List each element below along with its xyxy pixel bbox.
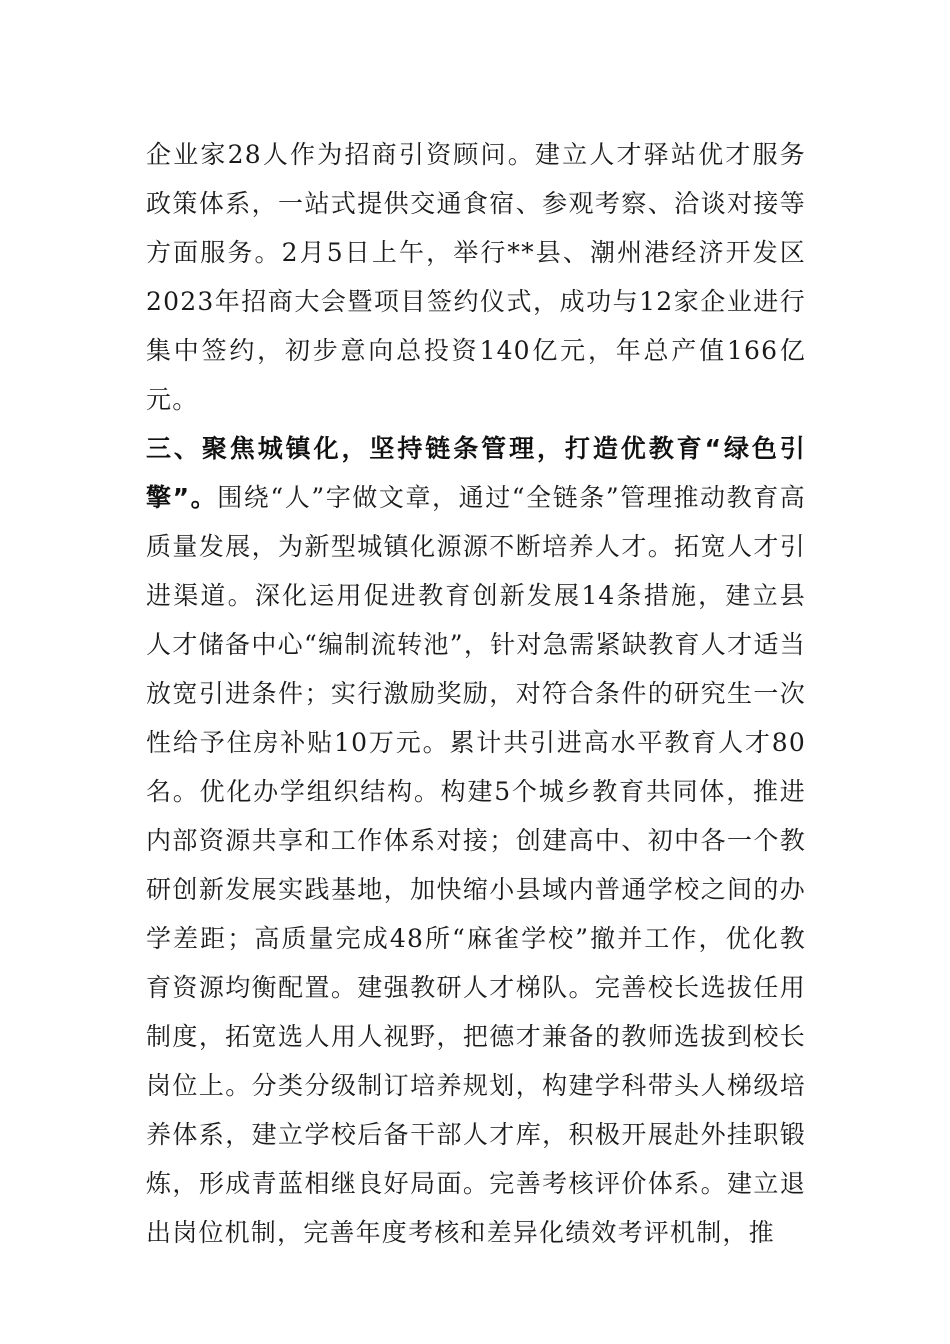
document-body	[146, 130, 806, 1257]
section-3-heading: 三、聚焦城镇化，坚持链条管理，打造优教育“绿色引擎”。	[146, 434, 806, 512]
paragraph-investment-advisors: 企业家28人作为招商引资顾问。建立人才驿站优才服务政策体系，一站式提供交通食宿、参观考察、洽谈对接等方面服务。2月5日上午，举行**县、潮州港经济开发区2023年招商大会暨项目签约仪式，成功与12家企业进行集中签约，初步意向总投资140亿元，年总产值166亿元。	[146, 140, 806, 414]
section-3-body: 围绕“人”字做文章，通过“全链条”管理推动教育高质量发展，为新型城镇化源源不断培养人才。拓宽人才引进渠道。深化运用促进教育创新发展14条措施，建立县人才储备中心“编制流转池”，针对急需紧缺教育人才适当放宽引进条件；实行激励奖励，对符合条件的研究生一次性给予住房补贴10万元。累计共引进高水平教育人才80名。优化办学组织结构。构建5个城乡教育共同体，推进内部资源共享和工作体系对接；创建高中、初中各一个教研创新发展实践基地，加快缩小县域内普通学校之间的办学差距；高质量完成48所“麻雀学校”撤并工作，优化教育资源均衡配置。建强教研人才梯队。完善校长选拔任用制度，拓宽选人用人视野，把德才兼备的教师选拔到校长岗位上。分类分级制订培养规划，构建学科带头人梯级培养体系，建立学校后备干部人才库，积极开展赴外挂职锻炼，形成青蓝相继良好局面。完善考核评价体系。建立退出岗位机制，完善年度考核和差异化绩效考评机制，推	[146, 483, 807, 1247]
paragraph-section-3	[146, 424, 806, 1257]
